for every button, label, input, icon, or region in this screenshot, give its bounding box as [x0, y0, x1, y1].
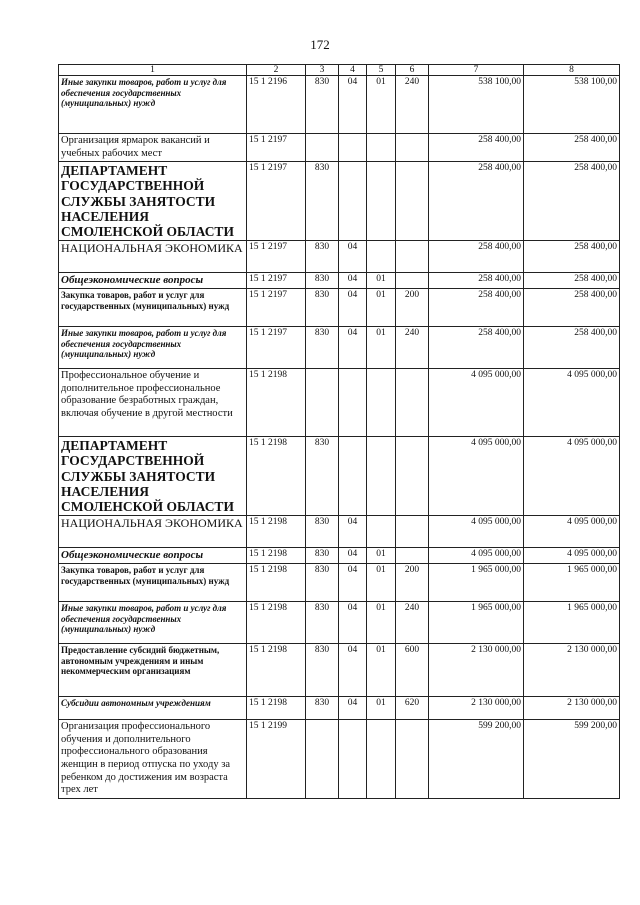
- row-name: Предоставление субсидий бюджетным, автономным учреждениям и иным некоммерческим организациям: [59, 644, 247, 697]
- subsection-code: [367, 369, 396, 437]
- table-row: [59, 273, 620, 289]
- amount-year-2: 1 965 000,00: [524, 602, 620, 644]
- row-name: Профессиональное обучение и дополнительное профессиональное образование безработных граждан, включая обучение в другой местности: [59, 369, 247, 437]
- ministry-code: 830: [306, 516, 339, 548]
- subsection-code: 01: [367, 327, 396, 369]
- section-code: 04: [339, 327, 367, 369]
- amount-year-1: 538 100,00: [429, 76, 524, 134]
- expense-type-code: [396, 516, 429, 548]
- table-row: [59, 134, 620, 162]
- subsection-code: 01: [367, 564, 396, 602]
- table-header-row: [59, 65, 620, 76]
- subsection-code: 01: [367, 602, 396, 644]
- amount-year-2: 2 130 000,00: [524, 697, 620, 720]
- ministry-code: 830: [306, 548, 339, 564]
- section-code: [339, 134, 367, 162]
- budget-table: [58, 64, 620, 799]
- section-code: 04: [339, 548, 367, 564]
- table-row: [59, 327, 620, 369]
- amount-year-2: 4 095 000,00: [524, 548, 620, 564]
- section-code: [339, 162, 367, 241]
- row-name: Организация профессионального обучения и дополнительного профессионального образования женщин в период отпуска по уходу за ребенком до достижения им возраста трех лет: [59, 720, 247, 799]
- amount-year-2: 4 095 000,00: [524, 369, 620, 437]
- header-cell: 3: [306, 65, 339, 76]
- section-code: 04: [339, 273, 367, 289]
- subsection-code: [367, 241, 396, 273]
- ministry-code: 830: [306, 76, 339, 134]
- subsection-code: [367, 437, 396, 516]
- table-row: [59, 76, 620, 134]
- row-name: ДЕПАРТАМЕНТ ГОСУДАРСТВЕННОЙ СЛУЖБЫ ЗАНЯТОСТИ НАСЕЛЕНИЯ СМОЛЕНСКОЙ ОБЛАСТИ: [59, 162, 247, 241]
- row-name: Субсидии автономным учреждениям: [59, 697, 247, 720]
- ministry-code: 830: [306, 644, 339, 697]
- subsection-code: 01: [367, 644, 396, 697]
- target-code: 15 1 2197: [247, 289, 306, 327]
- ministry-code: 830: [306, 602, 339, 644]
- row-name: Организация ярмарок вакансий и учебных рабочих мест: [59, 134, 247, 162]
- target-code: 15 1 2197: [247, 241, 306, 273]
- header-cell: 1: [59, 65, 247, 76]
- amount-year-1: 4 095 000,00: [429, 369, 524, 437]
- section-code: 04: [339, 602, 367, 644]
- expense-type-code: 240: [396, 602, 429, 644]
- ministry-code: [306, 369, 339, 437]
- target-code: 15 1 2197: [247, 162, 306, 241]
- amount-year-2: 4 095 000,00: [524, 437, 620, 516]
- table-row: [59, 289, 620, 327]
- amount-year-1: 258 400,00: [429, 327, 524, 369]
- section-code: 04: [339, 644, 367, 697]
- amount-year-2: 258 400,00: [524, 327, 620, 369]
- subsection-code: 01: [367, 697, 396, 720]
- target-code: 15 1 2199: [247, 720, 306, 799]
- expense-type-code: [396, 162, 429, 241]
- table-row: [59, 369, 620, 437]
- subsection-code: [367, 162, 396, 241]
- ministry-code: [306, 134, 339, 162]
- amount-year-2: 258 400,00: [524, 162, 620, 241]
- row-name: Иные закупки товаров, работ и услуг для обеспечения государственных (муниципальных) нужд: [59, 327, 247, 369]
- header-cell: 5: [367, 65, 396, 76]
- table-row: [59, 162, 620, 241]
- section-code: [339, 437, 367, 516]
- row-name: Закупка товаров, работ и услуг для государственных (муниципальных) нужд: [59, 289, 247, 327]
- amount-year-1: 2 130 000,00: [429, 697, 524, 720]
- expense-type-code: 240: [396, 327, 429, 369]
- amount-year-1: 1 965 000,00: [429, 602, 524, 644]
- target-code: 15 1 2198: [247, 644, 306, 697]
- section-code: [339, 369, 367, 437]
- ministry-code: 830: [306, 289, 339, 327]
- target-code: 15 1 2198: [247, 602, 306, 644]
- row-name: Общеэкономические вопросы: [59, 273, 247, 289]
- target-code: 15 1 2198: [247, 697, 306, 720]
- target-code: 15 1 2197: [247, 134, 306, 162]
- expense-type-code: 200: [396, 289, 429, 327]
- ministry-code: 830: [306, 327, 339, 369]
- table-row: [59, 644, 620, 697]
- row-name: НАЦИОНАЛЬНАЯ ЭКОНОМИКА: [59, 516, 247, 548]
- section-code: 04: [339, 241, 367, 273]
- subsection-code: 01: [367, 273, 396, 289]
- table-row: [59, 548, 620, 564]
- target-code: 15 1 2196: [247, 76, 306, 134]
- header-cell: 6: [396, 65, 429, 76]
- table-row: [59, 516, 620, 548]
- amount-year-1: 2 130 000,00: [429, 644, 524, 697]
- target-code: 15 1 2198: [247, 369, 306, 437]
- ministry-code: 830: [306, 437, 339, 516]
- table-row: [59, 697, 620, 720]
- amount-year-1: 1 965 000,00: [429, 564, 524, 602]
- amount-year-1: 258 400,00: [429, 134, 524, 162]
- table-row: [59, 564, 620, 602]
- table-row: [59, 241, 620, 273]
- ministry-code: 830: [306, 697, 339, 720]
- expense-type-code: 240: [396, 76, 429, 134]
- expense-type-code: [396, 134, 429, 162]
- page-number: 172: [310, 37, 330, 52]
- section-code: [339, 720, 367, 799]
- row-name: Иные закупки товаров, работ и услуг для обеспечения государственных (муниципальных) нужд: [59, 76, 247, 134]
- amount-year-1: 258 400,00: [429, 273, 524, 289]
- expense-type-code: 620: [396, 697, 429, 720]
- target-code: 15 1 2198: [247, 548, 306, 564]
- subsection-code: [367, 720, 396, 799]
- amount-year-1: 4 095 000,00: [429, 516, 524, 548]
- section-code: 04: [339, 289, 367, 327]
- table-row: [59, 437, 620, 516]
- table-row: [59, 720, 620, 799]
- amount-year-1: 4 095 000,00: [429, 548, 524, 564]
- amount-year-2: 4 095 000,00: [524, 516, 620, 548]
- section-code: 04: [339, 697, 367, 720]
- target-code: 15 1 2197: [247, 327, 306, 369]
- section-code: 04: [339, 564, 367, 602]
- row-name: НАЦИОНАЛЬНАЯ ЭКОНОМИКА: [59, 241, 247, 273]
- target-code: 15 1 2197: [247, 273, 306, 289]
- row-name: ДЕПАРТАМЕНТ ГОСУДАРСТВЕННОЙ СЛУЖБЫ ЗАНЯТОСТИ НАСЕЛЕНИЯ СМОЛЕНСКОЙ ОБЛАСТИ: [59, 437, 247, 516]
- expense-type-code: 600: [396, 644, 429, 697]
- subsection-code: [367, 134, 396, 162]
- target-code: 15 1 2198: [247, 516, 306, 548]
- ministry-code: 830: [306, 162, 339, 241]
- target-code: 15 1 2198: [247, 437, 306, 516]
- amount-year-1: 258 400,00: [429, 289, 524, 327]
- expense-type-code: [396, 273, 429, 289]
- header-cell: 4: [339, 65, 367, 76]
- amount-year-2: 258 400,00: [524, 273, 620, 289]
- subsection-code: 01: [367, 76, 396, 134]
- subsection-code: 01: [367, 289, 396, 327]
- amount-year-2: 2 130 000,00: [524, 644, 620, 697]
- amount-year-2: 258 400,00: [524, 134, 620, 162]
- amount-year-1: 599 200,00: [429, 720, 524, 799]
- amount-year-1: 4 095 000,00: [429, 437, 524, 516]
- amount-year-1: 258 400,00: [429, 162, 524, 241]
- ministry-code: 830: [306, 564, 339, 602]
- row-name: Закупка товаров, работ и услуг для государственных (муниципальных) нужд: [59, 564, 247, 602]
- ministry-code: 830: [306, 241, 339, 273]
- header-cell: 2: [247, 65, 306, 76]
- target-code: 15 1 2198: [247, 564, 306, 602]
- table-row: [59, 602, 620, 644]
- expense-type-code: 200: [396, 564, 429, 602]
- expense-type-code: [396, 720, 429, 799]
- amount-year-2: 538 100,00: [524, 76, 620, 134]
- amount-year-2: 1 965 000,00: [524, 564, 620, 602]
- expense-type-code: [396, 437, 429, 516]
- row-name: Иные закупки товаров, работ и услуг для обеспечения государственных (муниципальных) нужд: [59, 602, 247, 644]
- subsection-code: [367, 516, 396, 548]
- row-name: Общеэкономические вопросы: [59, 548, 247, 564]
- section-code: 04: [339, 76, 367, 134]
- ministry-code: [306, 720, 339, 799]
- ministry-code: 830: [306, 273, 339, 289]
- expense-type-code: [396, 548, 429, 564]
- expense-type-code: [396, 241, 429, 273]
- amount-year-2: 258 400,00: [524, 289, 620, 327]
- amount-year-2: 599 200,00: [524, 720, 620, 799]
- amount-year-2: 258 400,00: [524, 241, 620, 273]
- expense-type-code: [396, 369, 429, 437]
- amount-year-1: 258 400,00: [429, 241, 524, 273]
- header-cell: 7: [429, 65, 524, 76]
- subsection-code: 01: [367, 548, 396, 564]
- header-cell: 8: [524, 65, 620, 76]
- section-code: 04: [339, 516, 367, 548]
